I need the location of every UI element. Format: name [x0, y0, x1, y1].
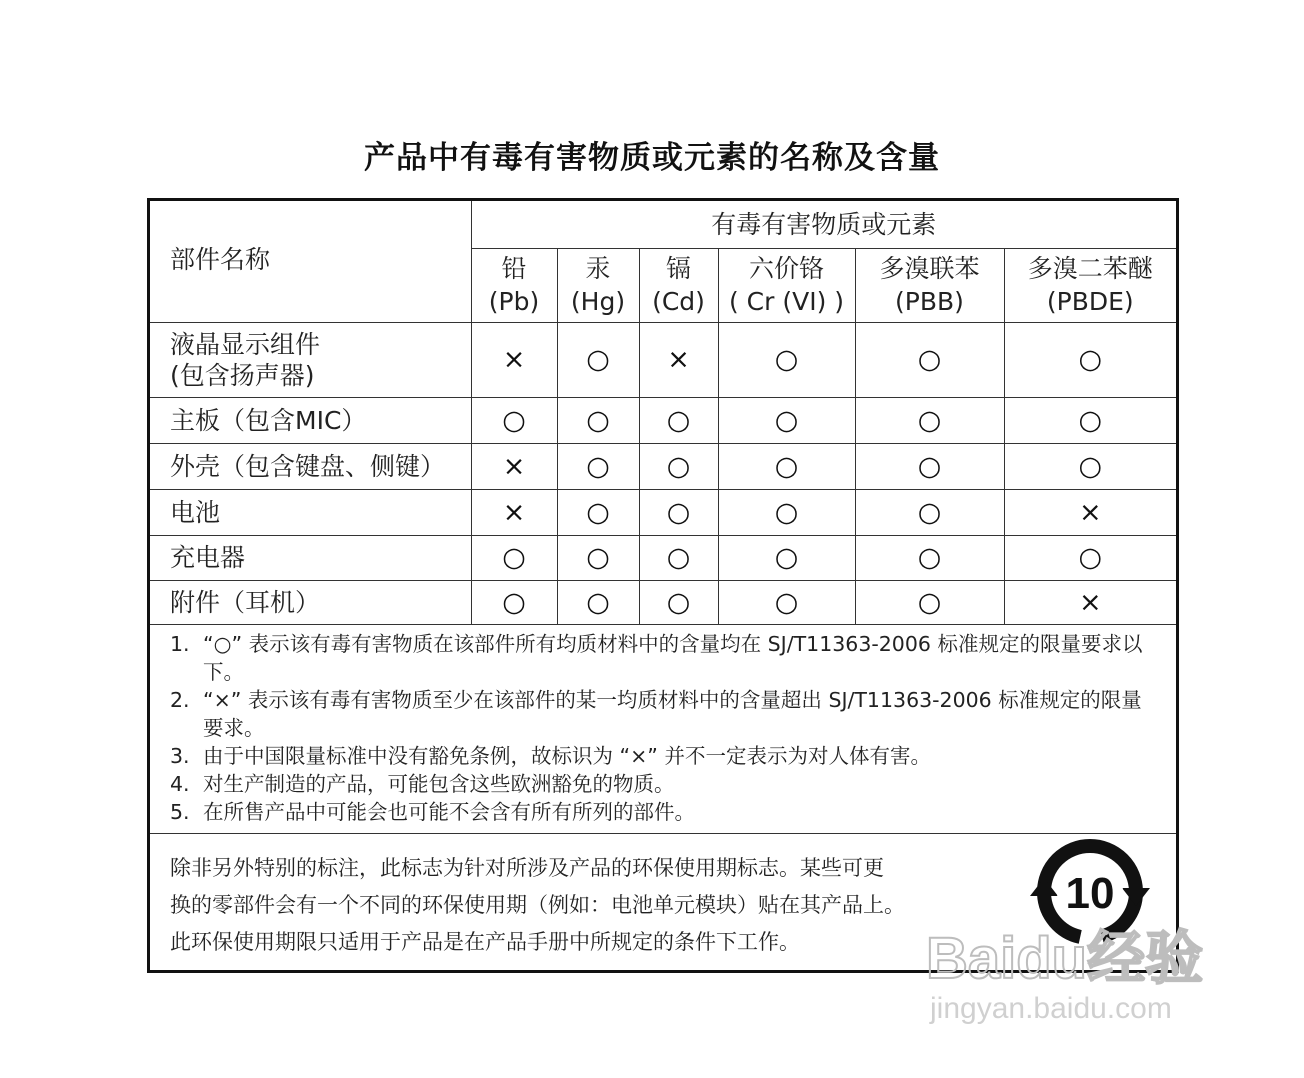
- note-item: [170, 770, 1156, 798]
- substance-header: [639, 248, 718, 322]
- content-mark: ×: [471, 489, 557, 535]
- note-item: [170, 742, 1156, 770]
- table-row: [150, 535, 1176, 580]
- footer-statement: [170, 850, 1030, 961]
- content-mark: ○: [639, 489, 718, 535]
- substance-symbol: (Cd): [652, 287, 705, 316]
- note-number: 3.: [170, 744, 190, 768]
- substance-header: [471, 248, 557, 322]
- part-name-detail: (包含扬声器): [170, 360, 315, 390]
- part-name: 主板（包含MIC）: [170, 405, 367, 435]
- part-name: 电池: [170, 497, 221, 527]
- note-text: 对生产制造的产品，可能包含这些欧洲豁免的物质。: [203, 772, 675, 796]
- substance-symbol: ( Cr (VI) ): [728, 287, 845, 316]
- content-mark: ○: [855, 322, 1004, 397]
- content-mark: ○: [639, 535, 718, 580]
- substance-name: 铅: [501, 254, 527, 283]
- footer-line: 此环保使用期限只适用于产品是在产品手册中所规定的条件下工作。: [170, 930, 800, 954]
- watermark-url: jingyan.baidu.com: [930, 992, 1172, 1025]
- substance-name: 汞: [585, 254, 611, 283]
- substance-header: [718, 248, 855, 322]
- content-mark: ○: [718, 535, 855, 580]
- substance-header: [855, 248, 1004, 322]
- content-mark: ○: [1004, 397, 1176, 443]
- part-name-cell: [150, 443, 471, 489]
- note-number: 4.: [170, 772, 190, 796]
- note-text: 由于中国限量标准中没有豁免条例，故标识为 “×” 并不一定表示为对人体有害。: [203, 744, 931, 768]
- substance-name: 多溴二苯醚: [1027, 254, 1153, 283]
- content-mark: ○: [718, 489, 855, 535]
- content-mark: ○: [718, 443, 855, 489]
- substance-symbol: (Hg): [570, 287, 626, 316]
- content-mark: ○: [471, 397, 557, 443]
- substance-name: 镉: [665, 254, 691, 283]
- content-mark: ○: [557, 580, 639, 624]
- content-mark: ×: [471, 322, 557, 397]
- content-mark: ○: [639, 443, 718, 489]
- table-row: [150, 443, 1176, 489]
- part-name-cell: [150, 489, 471, 535]
- content-mark: ○: [557, 322, 639, 397]
- note-number: 5.: [170, 800, 190, 824]
- notes-section: [150, 624, 1176, 834]
- substance-name: 多溴联苯: [879, 254, 980, 283]
- part-name-cell: [150, 322, 471, 397]
- table-row: [150, 397, 1176, 443]
- content-mark: ○: [639, 397, 718, 443]
- table-row: [150, 489, 1176, 535]
- table-row: [150, 322, 1176, 397]
- part-name-cell: [150, 535, 471, 580]
- substance-symbol: (PBB): [895, 287, 964, 316]
- content-mark: ○: [855, 489, 1004, 535]
- content-mark: ○: [471, 535, 557, 580]
- content-mark: ○: [855, 397, 1004, 443]
- document-title: 产品中有毒有害物质或元素的名称及含量: [364, 140, 940, 176]
- note-number: 1.: [170, 632, 190, 656]
- content-mark: ○: [855, 443, 1004, 489]
- footer-line: 除非另外特别的标注，此标志为针对所涉及产品的环保使用期标志。某些可更: [170, 856, 884, 880]
- content-mark: ○: [557, 535, 639, 580]
- baidu-jingyan-watermark: [922, 918, 1232, 1028]
- part-name: 充电器: [170, 543, 246, 572]
- watermark-brand: Baidu经验: [926, 926, 1204, 991]
- part-name-header: 部件名称: [150, 201, 471, 322]
- note-text: “×” 表示该有毒有害物质至少在该部件的某一均质材料中的含量超出 SJ/T11363-2006 标准规定的限量要求。: [203, 688, 1142, 740]
- content-mark: ×: [1004, 580, 1176, 624]
- note-number: 2.: [170, 688, 190, 712]
- note-text: “○” 表示该有毒有害物质在该部件所有均质材料中的含量均在 SJ/T11363-2006 标准规定的限量要求以下。: [203, 632, 1143, 684]
- note-item: [170, 630, 1156, 686]
- content-mark: ○: [718, 580, 855, 624]
- content-mark: ○: [639, 580, 718, 624]
- substance-symbol: (PBDE): [1046, 287, 1134, 316]
- content-mark: ○: [718, 397, 855, 443]
- content-mark: ○: [557, 443, 639, 489]
- note-item: [170, 686, 1156, 742]
- footer-line: 换的零部件会有一个不同的环保使用期（例如：电池单元模块）贴在其产品上。: [170, 893, 905, 917]
- part-name: 液晶显示组件: [170, 329, 321, 359]
- content-mark: ×: [1004, 489, 1176, 535]
- content-mark: ○: [718, 322, 855, 397]
- content-mark: ○: [1004, 535, 1176, 580]
- content-mark: ○: [557, 397, 639, 443]
- substance-header: [1004, 248, 1176, 322]
- content-mark: ○: [1004, 322, 1176, 397]
- part-name: 外壳（包含键盘、侧键）: [170, 451, 446, 481]
- content-mark: ○: [855, 580, 1004, 624]
- hazardous-substance-table: [150, 201, 1176, 625]
- table-header-row: [150, 201, 1176, 248]
- note-text: 在所售产品中可能会也可能不会含有所有所列的部件。: [203, 800, 695, 824]
- content-mark: ○: [557, 489, 639, 535]
- part-name: 附件（耳机）: [170, 587, 321, 617]
- substance-name: 六价铬: [748, 254, 824, 283]
- period-number: 10: [1065, 869, 1115, 918]
- part-name-cell: [150, 580, 471, 624]
- part-name-cell: [150, 397, 471, 443]
- note-item: [170, 798, 1156, 826]
- table-row: [150, 580, 1176, 624]
- content-mark: ×: [471, 443, 557, 489]
- substance-group-header: 有毒有害物质或元素: [471, 201, 1176, 248]
- content-mark: ○: [471, 580, 557, 624]
- substance-symbol: (Pb): [488, 287, 540, 316]
- substance-header: [557, 248, 639, 322]
- content-mark: ×: [639, 322, 718, 397]
- content-mark: ○: [1004, 443, 1176, 489]
- content-mark: ○: [855, 535, 1004, 580]
